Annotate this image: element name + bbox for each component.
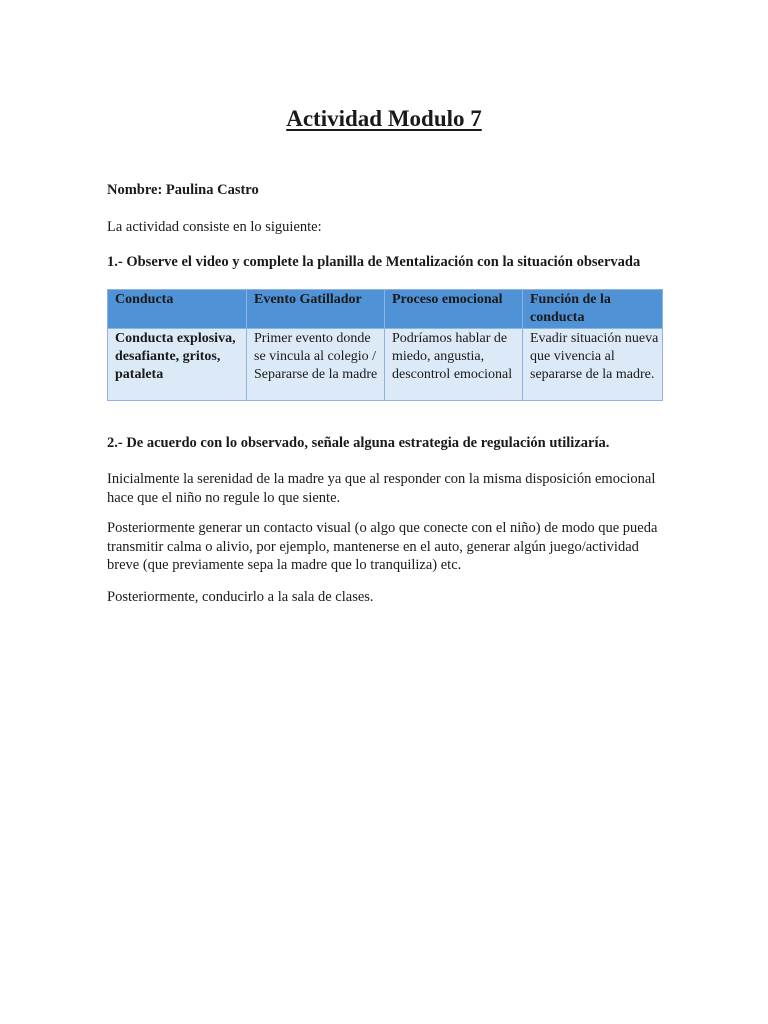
table-header-row: [108, 290, 663, 329]
cell-proceso-emocional: Podríamos hablar de miedo, angustia, descontrol emocional: [385, 329, 523, 401]
column-header-evento-gatillador: Evento Gatillador: [247, 290, 385, 329]
cell-evento-gatillador: Primer evento donde se vincula al colegio / Separarse de la madre: [247, 329, 385, 401]
answer-paragraph-1: Inicialmente la serenidad de la madre ya que al responder con la misma disposición emocional hace que el niño no regule lo que siente.: [107, 471, 656, 506]
column-header-proceso-emocional: Proceso emocional: [385, 290, 523, 329]
intro-text: La actividad consiste en lo siguiente:: [107, 219, 322, 235]
answer-paragraph-2: Posteriormente generar un contacto visual (o algo que conecte con el niño) de modo que pueda transmitir calma o alivio, por ejemplo, mantenerse en el auto, generar algún juego/actividad breve (que previamente sepa la madre que lo tranquiliza) etc.: [107, 520, 658, 573]
cell-funcion-conducta: Evadir situación nueva que vivencia al separarse de la madre.: [523, 329, 663, 401]
table-row: [108, 329, 663, 401]
cell-conducta: Conducta explosiva, desafiante, gritos, pataleta: [108, 329, 247, 401]
page-title: Actividad Modulo 7: [286, 106, 482, 132]
mentalization-table: [107, 289, 663, 401]
question-2: 2.- De acuerdo con lo observado, señale alguna estrategia de regulación utilizaría.: [107, 435, 610, 451]
answer-paragraph-3: Posteriormente, conducirlo a la sala de clases.: [107, 589, 374, 605]
column-header-conducta: Conducta: [108, 290, 247, 329]
column-header-funcion-conducta: Función de la conducta: [523, 290, 663, 329]
student-name: Nombre: Paulina Castro: [107, 182, 259, 198]
question-1: 1.- Observe el video y complete la planilla de Mentalización con la situación observada: [107, 254, 641, 270]
